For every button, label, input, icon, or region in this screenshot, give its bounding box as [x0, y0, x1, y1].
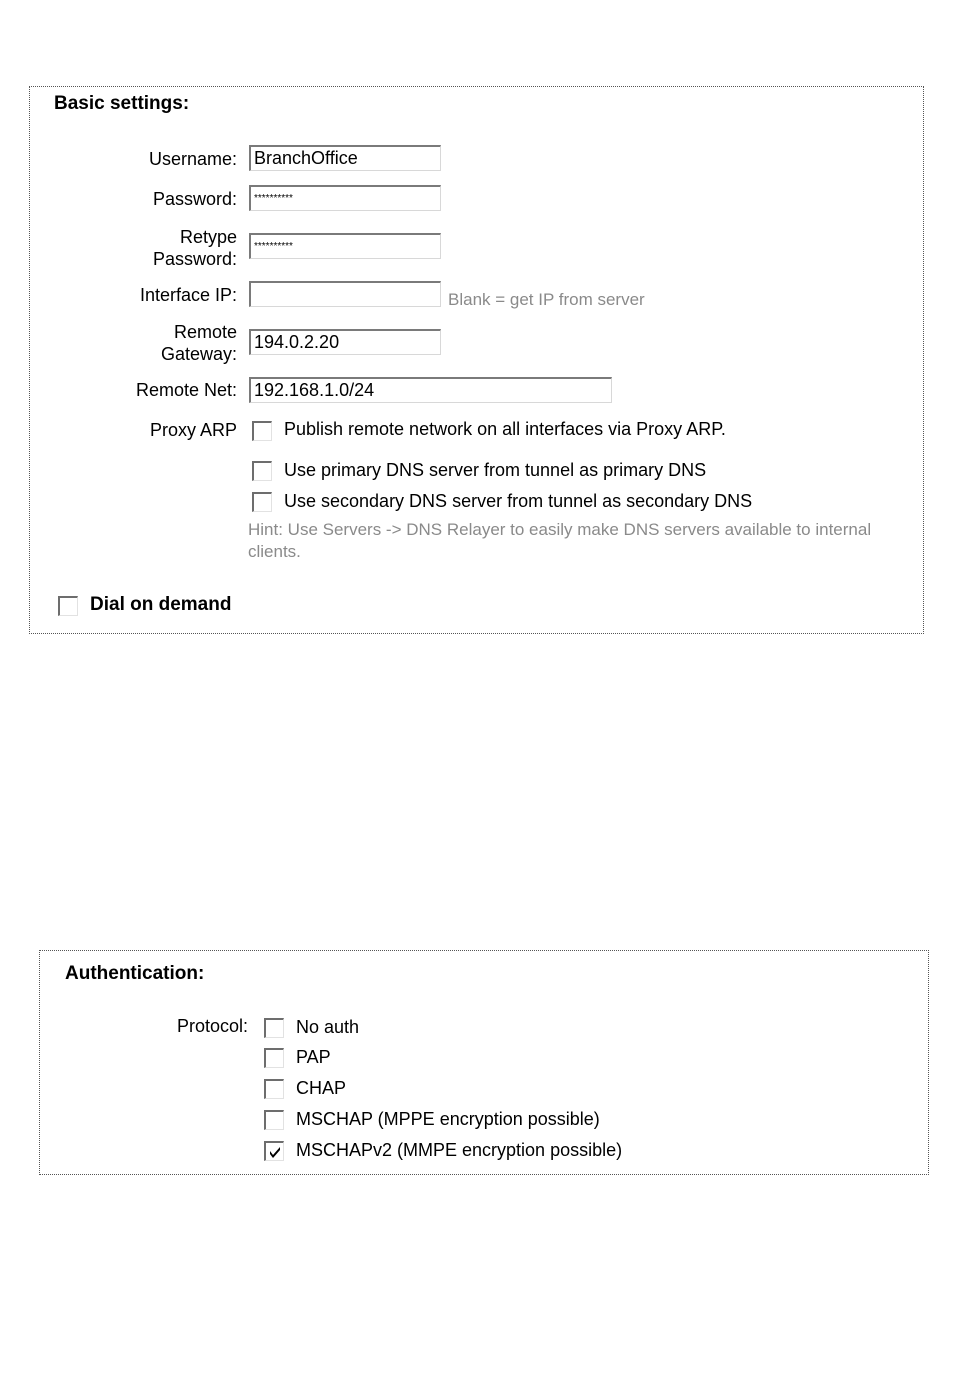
dial-on-demand-checkbox[interactable] [58, 596, 78, 616]
remote-gateway-label-line2: Gateway: [160, 344, 237, 364]
proxy-arp-checkbox[interactable] [252, 421, 272, 441]
remote-net-label: Remote Net: [135, 380, 237, 400]
password-label: Password: [152, 189, 237, 209]
chap-text: CHAP [296, 1078, 347, 1098]
secondary-dns-checkbox[interactable] [252, 492, 272, 512]
interface-ip-hint: Blank = get IP from server [448, 290, 645, 309]
retype-password-input[interactable] [249, 233, 441, 259]
username-input[interactable] [249, 145, 441, 171]
username-label: Username: [148, 149, 237, 169]
dns-hint [248, 519, 916, 563]
remote-net-input[interactable] [249, 377, 612, 403]
pap-text: PAP [296, 1047, 331, 1067]
pap-checkbox[interactable] [264, 1048, 284, 1068]
chap-checkbox[interactable] [264, 1079, 284, 1099]
no-auth-checkbox[interactable] [264, 1018, 284, 1038]
basic-settings-panel [29, 86, 924, 634]
mschapv2-checkbox[interactable] [264, 1141, 284, 1161]
dns-hint-line2: clients. [248, 542, 301, 561]
secondary-dns-text: Use secondary DNS server from tunnel as secondary DNS [284, 491, 753, 511]
interface-ip-input[interactable] [249, 281, 441, 307]
remote-gateway-input[interactable] [249, 329, 441, 355]
dial-on-demand-text: Dial on demand [90, 594, 232, 615]
proxy-arp-label: Proxy ARP [149, 420, 237, 440]
mschap-text: MSCHAP (MPPE encryption possible) [296, 1109, 600, 1129]
mschap-checkbox[interactable] [264, 1110, 284, 1130]
dns-hint-line1: Hint: Use Servers -> DNS Relayer to easily make DNS servers available to internal [248, 520, 872, 539]
interface-ip-label: Interface IP: [139, 285, 237, 305]
retype-password-label [153, 226, 237, 270]
authentication-title: Authentication: [65, 963, 205, 984]
remote-gateway-label [161, 321, 237, 365]
primary-dns-text: Use primary DNS server from tunnel as primary DNS [284, 460, 707, 480]
retype-label-line1: Retype [179, 227, 237, 247]
retype-label-line2: Password: [152, 249, 237, 269]
proxy-arp-text: Publish remote network on all interfaces via Proxy ARP. [284, 419, 726, 439]
mschapv2-text: MSCHAPv2 (MMPE encryption possible) [296, 1140, 623, 1160]
password-input[interactable] [249, 185, 441, 211]
basic-settings-title: Basic settings: [54, 93, 190, 114]
no-auth-text: No auth [296, 1017, 360, 1037]
primary-dns-checkbox[interactable] [252, 461, 272, 481]
authentication-panel [39, 950, 929, 1175]
checkmark-icon [267, 1144, 283, 1160]
protocol-label: Protocol: [176, 1016, 248, 1036]
remote-gateway-label-line1: Remote [173, 322, 237, 342]
